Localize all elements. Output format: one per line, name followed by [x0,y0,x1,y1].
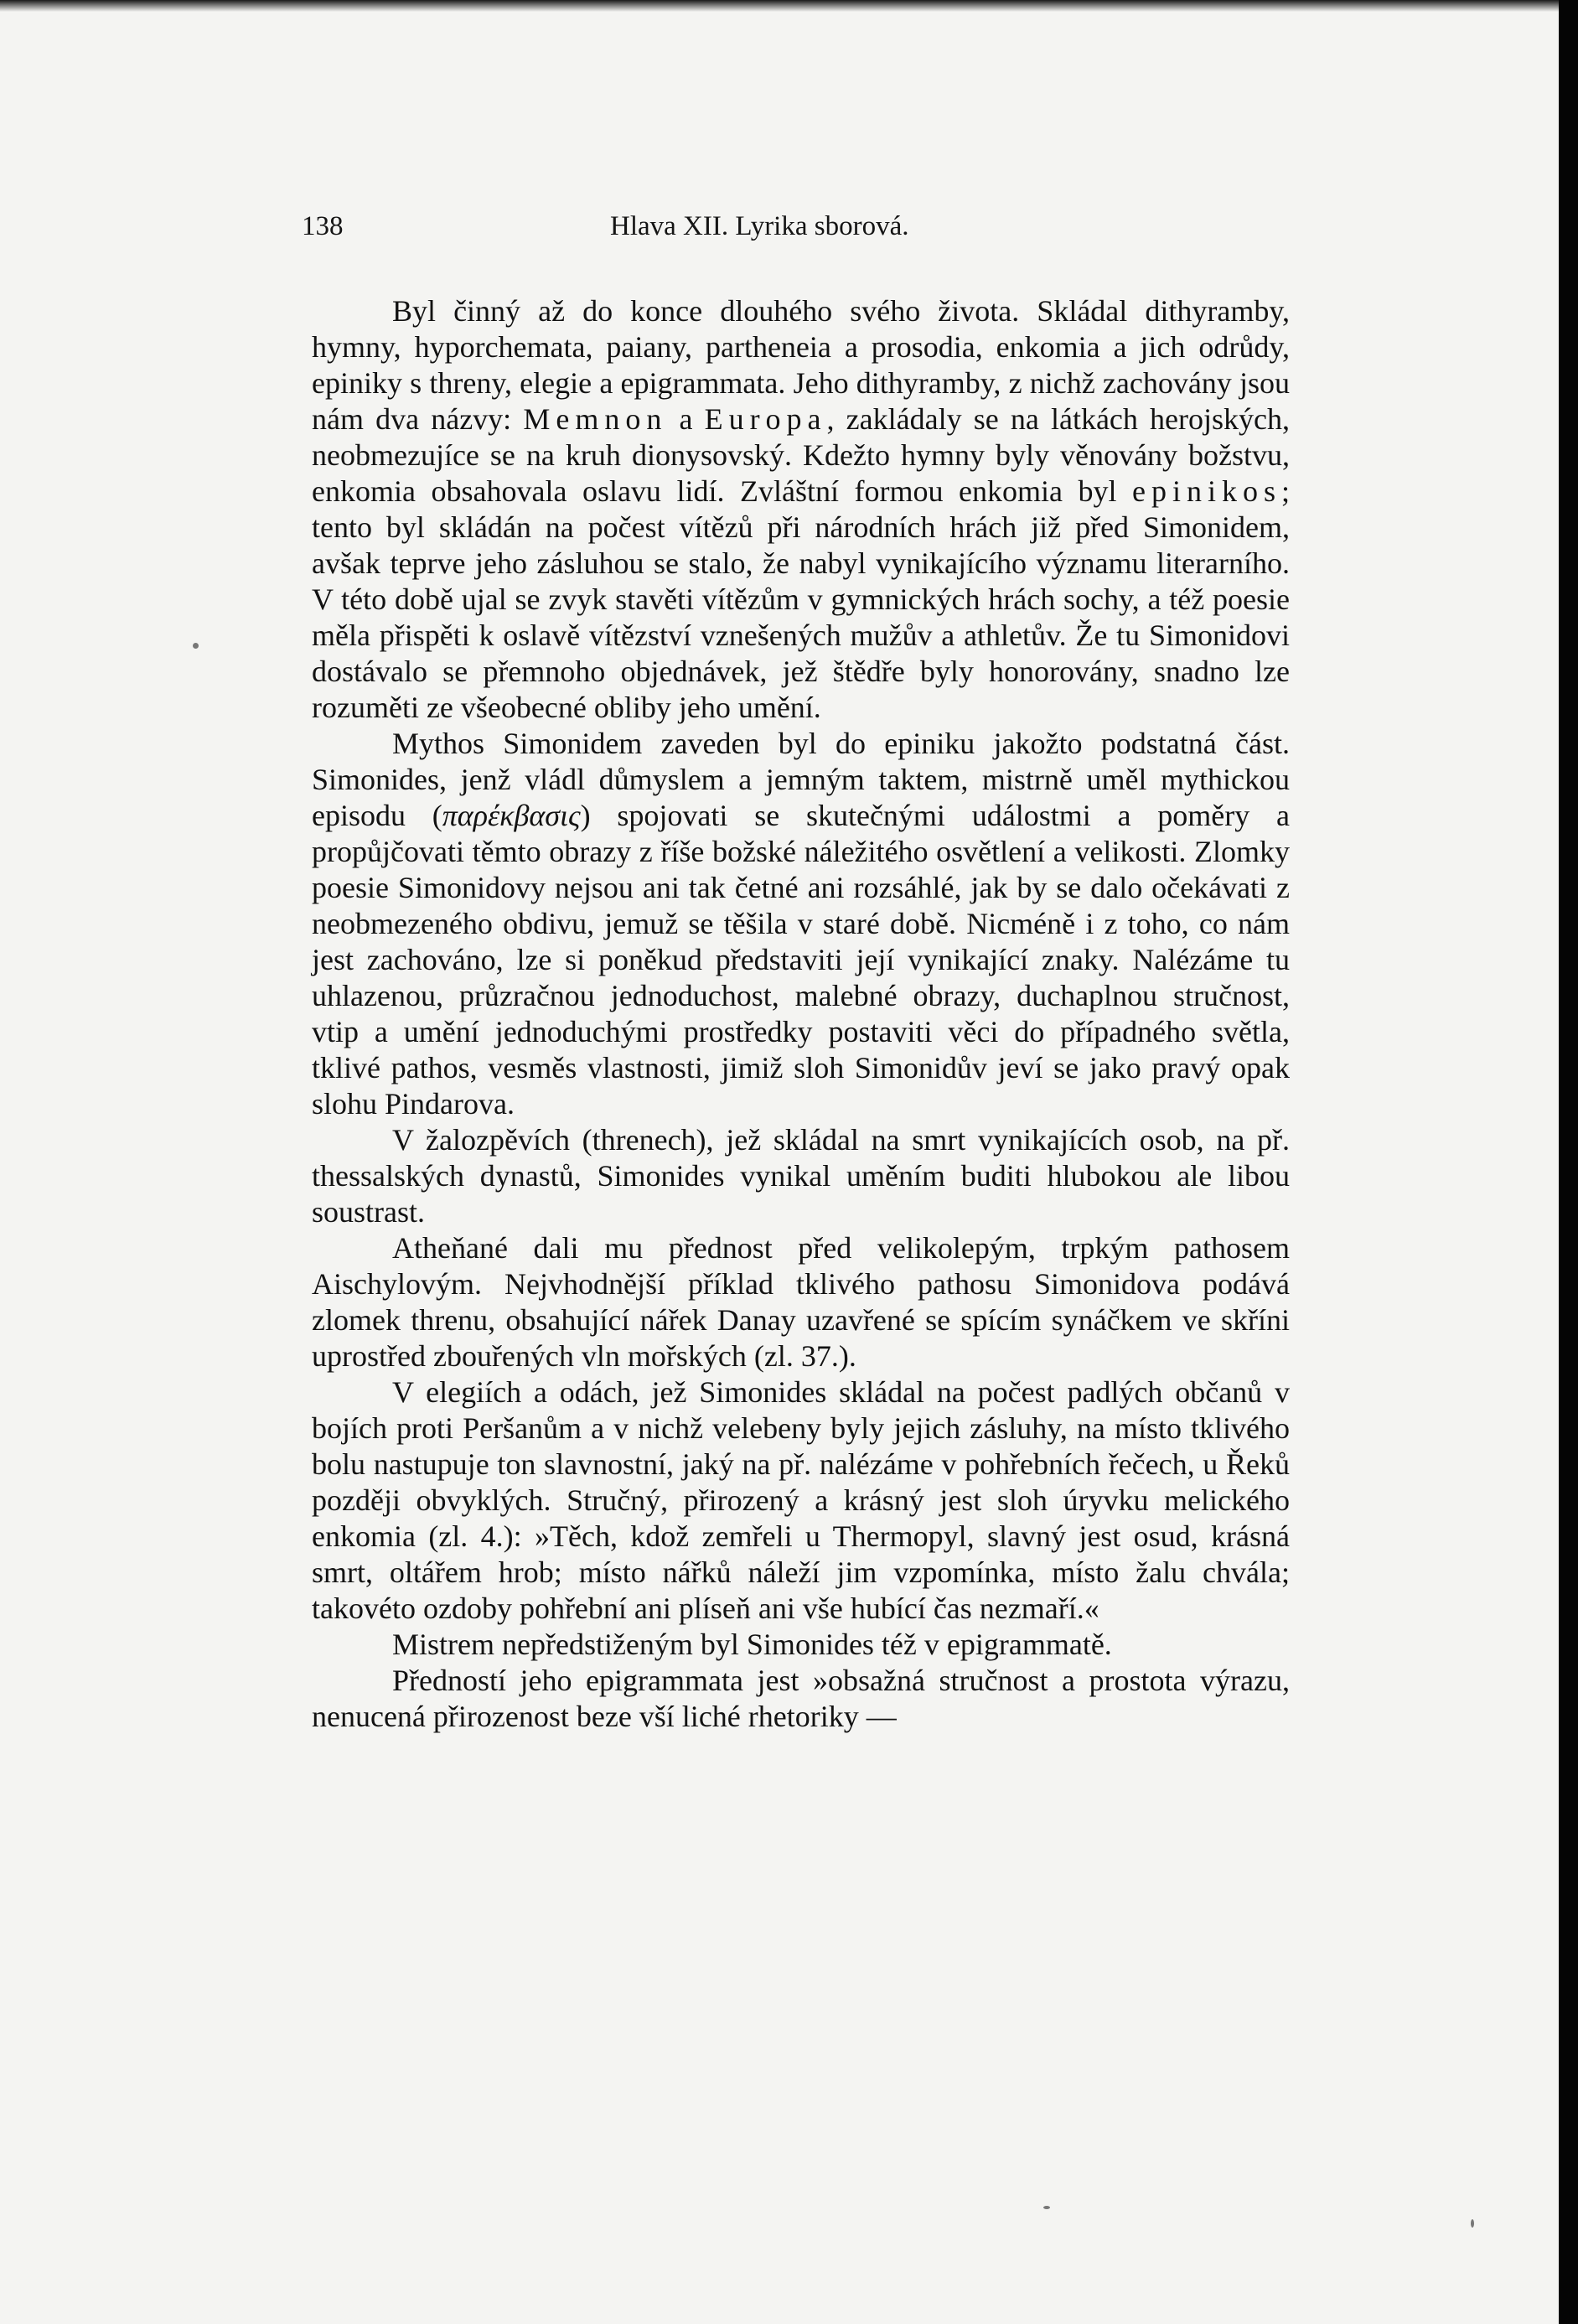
page-top-shadow [0,0,1559,12]
term-epinikos: epinikos [1131,474,1281,508]
paragraph-1 [312,293,1290,726]
paragraph-7: Předností jeho epigrammata jest »obsažná stručnost a prostota výrazu, nenucená přirozenost beze vší liché rhetoriky — [312,1664,1290,1733]
paragraph-1-text-b: a [667,402,705,436]
scan-border [1559,0,1578,2324]
paper-speck [193,643,199,649]
paragraph-6: Mistrem nepředstiženým byl Simonides též v epigrammatě. [392,1628,1112,1661]
paragraph-1-text-c: , zakládaly se na látkách herojských, neobmezujíce se na kruh dionysovský. Kdežto hymny byly věnovány božstvu, enkomia obsahovala oslavu lidí. Zvláštní formou enkomia byl [312,402,1290,508]
running-title: Hlava XII. Lyrika sborová. [610,211,909,241]
paragraph-2-text-b: ) spojovati se skutečnými událostmi a poměry a propůjčovati těmto obrazy z říše božské náležitého osvětlení a velikosti. Zlomky poesie Simonidovy nejsou ani tak četné ani rozsáhlé, jak by se dalo očekávati z neobmezeného obdivu, jemuž se těšila v staré době. Nicméně i z toho, co nám jest zachováno, lze si poněkud představiti její vynikající znaky. Nalézáme tu uhlazenou, průzračnou jednoduchost, malebné obrazy, duchaplnou stručnost, vtip a umění jednoduchými prostředky postaviti věci do případného světla, tklivé pathos, vesměs vlastnosti, jimiž sloh Simonidův jeví se jako pravý opak slohu Pindarova. [312,799,1290,1121]
running-header [302,211,1291,248]
paragraph-1-text-d: ; tento byl skládán na počest vítězů při národních hrách již před Simonidem, avšak teprve jeho zásluhou se stalo, že nabyl vynikajícího významu literarního. V této době ujal se zvyk stavěti vítězům v gymnických hrách sochy, a též poesie měla přispěti k oslavě vítězství vznešených mužův a athletův. Že tu Simonidovi dostávalo se přemnoho objednávek, jež štědře byly honorovány, snadno lze rozuměti ze všeobecné obliby jeho umění. [312,474,1290,724]
title-europa: Europa [704,402,827,436]
paragraph-1-text-a: Byl činný až do konce dlouhého svého života. Skládal dithyramby, hymny, hyporchemata, paiany, partheneia a prosodia, enkomia a jich odrůdy, epiniky s threny, elegie a epigrammata. Jeho dithyramby, z nichž zachovány jsou nám dva názvy: [312,294,1290,436]
paragraph-5: V elegiích a odách, jež Simonides skládal na počest padlých občanů v bojích proti Peršanům a v nichž velebeny byly jejich zásluhy, na místo tklivého bolu nastupuje ton slavnostní, jaký na př. nalézáme v pohřebních řečech, u Řeků později obvyklých. Stručný, přirozený a krásný jest sloh úryvku melického enkomia (zl. 4.): »Těch, kdož zemřeli u Thermopyl, slavný jest osud, krásná smrt, oltářem hrob; místo nářků náleží jim vzpomínka, místo žalu chvála; takovéto ozdoby pohřební ani plíseň ani vše hubící čas nezmaří.« [312,1375,1290,1625]
paragraph-2 [312,726,1290,1122]
title-memnon: Memnon [523,402,668,436]
paragraph-4: Atheňané dali mu přednost před velikolepým, trpkým pathosem Aischylovým. Nejvhodnější příklad tklivého pathosu Simonidova podává zlomek threnu, obsahující nářek Danay uzavřené se spícím synáčkem ve skříni uprostřed zbouřených vln mořských (zl. 37.). [312,1231,1290,1373]
page-number: 138 [302,211,344,241]
body-text [312,293,1290,1735]
paper-speck [1471,2219,1474,2228]
paragraph-2-text-a: Mythos Simonidem zaveden byl do epiniku jakožto podstatná část. Simonides, jenž vládl důmyslem a jemným taktem, mistrně uměl mythickou episodu ( [312,727,1290,832]
paragraph-3: V žalozpěvích (threnech), jež skládal na smrt vynikajících osob, na př. thessalských dynastů, Simonides vynikal uměním buditi hlubokou ale libou soustrast. [312,1123,1290,1229]
greek-term: παρέκβασις [442,799,581,832]
paper-speck [1043,2206,1050,2209]
